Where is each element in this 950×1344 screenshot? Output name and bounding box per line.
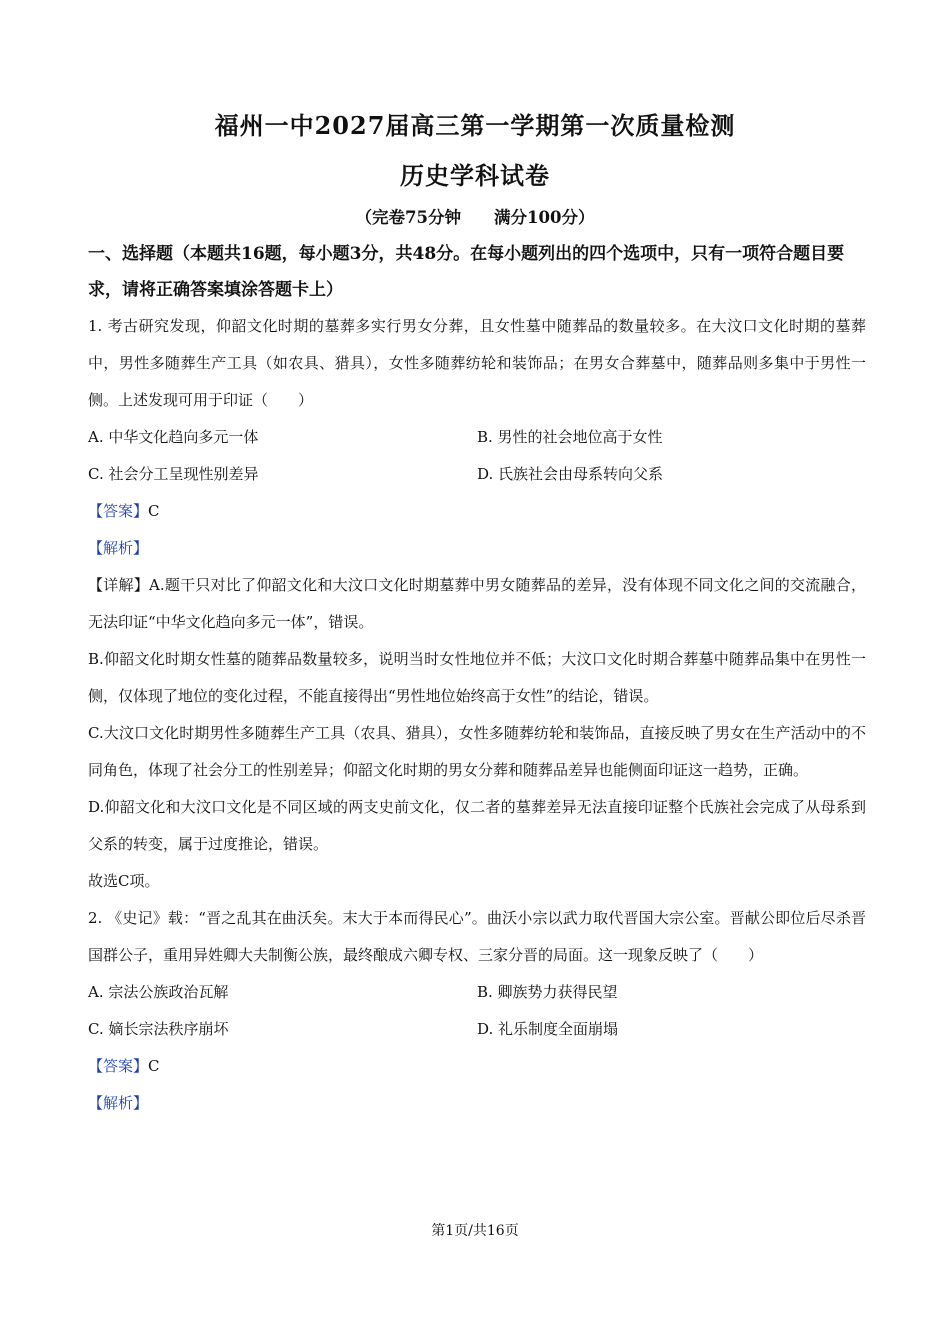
question-stem: 2. 《史记》载：“晋之乱其在曲沃矣。末大于本而得民心”。曲沃小宗以武力取代晋国大宗公室。晋献公即位后尽杀晋国群公子，重用异姓卿大夫制衡公族，最终酿成六卿专权、三家分晋的局面。这一现象反映了（ ）	[88, 909, 866, 964]
detail-c: C.大汶口文化时期男性多随葬生产工具（农具、猎具），女性多随葬纺轮和装饰品，直接反映了男女在生产活动中的不同角色，体现了社会分工的性别差异；仰韶文化时期的男女分葬和随葬品差异也能侧面印证这一趋势，正确。	[88, 724, 866, 779]
detail-d: D.仰韶文化和大汶口文化是不同区域的两支史前文化，仅二者的墓葬差异无法直接印证整个氏族社会完成了从母系到父系的转变，属于过度推论，错误。	[88, 798, 866, 853]
section-heading: 一、选择题（本题共16题，每小题3分，共48分。在每小题列出的四个选项中，只有一项符合题目要求，请将正确答案填涂答题卡上）	[88, 244, 845, 300]
question-2	[88, 900, 866, 1122]
analysis-line	[88, 1085, 866, 1122]
page-content	[88, 236, 866, 1122]
option-c: C. 嫡长宗法秩序崩坏	[88, 1020, 229, 1038]
detail-a-text: A.题干只对比了仰韶文化和大汶口文化时期墓葬中男女随葬品的差异，没有体现不同文化之间的交流融合，无法印证“中华文化趋向多元一体”，错误。	[88, 576, 866, 631]
exam-info: （完卷75分钟 满分100分）	[355, 208, 595, 227]
option-list	[88, 974, 866, 1048]
analysis-line	[88, 530, 866, 567]
option-list	[88, 419, 866, 493]
question-1	[88, 308, 866, 900]
answer-tag: 【答案】	[88, 1057, 149, 1075]
detail-b: B.仰韶文化时期女性墓的随葬品数量较多，说明当时女性地位并不低；大汶口文化时期合葬墓中随葬品集中在男性一侧，仅体现了地位的变化过程，不能直接得出“男性地位始终高于女性”的结论，错误。	[88, 650, 866, 705]
analysis-tag: 【解析】	[88, 1094, 149, 1112]
option-a: A. 中华文化趋向多元一体	[88, 428, 259, 446]
question-stem: 1. 考古研究发现，仰韶文化时期的墓葬多实行男女分葬，且女性墓中随葬品的数量较多。在大汶口文化时期的墓葬中，男性多随葬生产工具（如农具、猎具），女性多随葬纺轮和装饰品；在男女合葬墓中，随葬品则多集中于男性一侧。上述发现可用于印证（ ）	[88, 317, 866, 409]
option-d: D. 氏族社会由母系转向父系	[477, 465, 664, 483]
option-c: C. 社会分工呈现性别差异	[88, 465, 259, 483]
option-b: B. 男性的社会地位高于女性	[477, 428, 663, 446]
option-d: D. 礼乐制度全面崩塌	[477, 1020, 619, 1038]
detail-a	[88, 567, 866, 641]
subject-title: 历史学科试卷	[400, 161, 550, 190]
answer-tag: 【答案】	[88, 502, 149, 520]
answer-line	[88, 1048, 866, 1085]
answer-value: C	[148, 502, 160, 520]
option-a: A. 宗法公族政治瓦解	[88, 983, 229, 1001]
detail-tag: 【详解】	[88, 576, 149, 594]
exam-title: 福州一中2027届高三第一学期第一次质量检测	[214, 111, 736, 140]
answer-line	[88, 493, 866, 530]
analysis-tag: 【解析】	[88, 539, 149, 557]
answer-value: C	[148, 1057, 160, 1075]
option-b: B. 卿族势力获得民望	[477, 983, 618, 1001]
conclusion: 故选C项。	[88, 872, 160, 890]
page-number: 第1页/共16页	[431, 1223, 519, 1239]
